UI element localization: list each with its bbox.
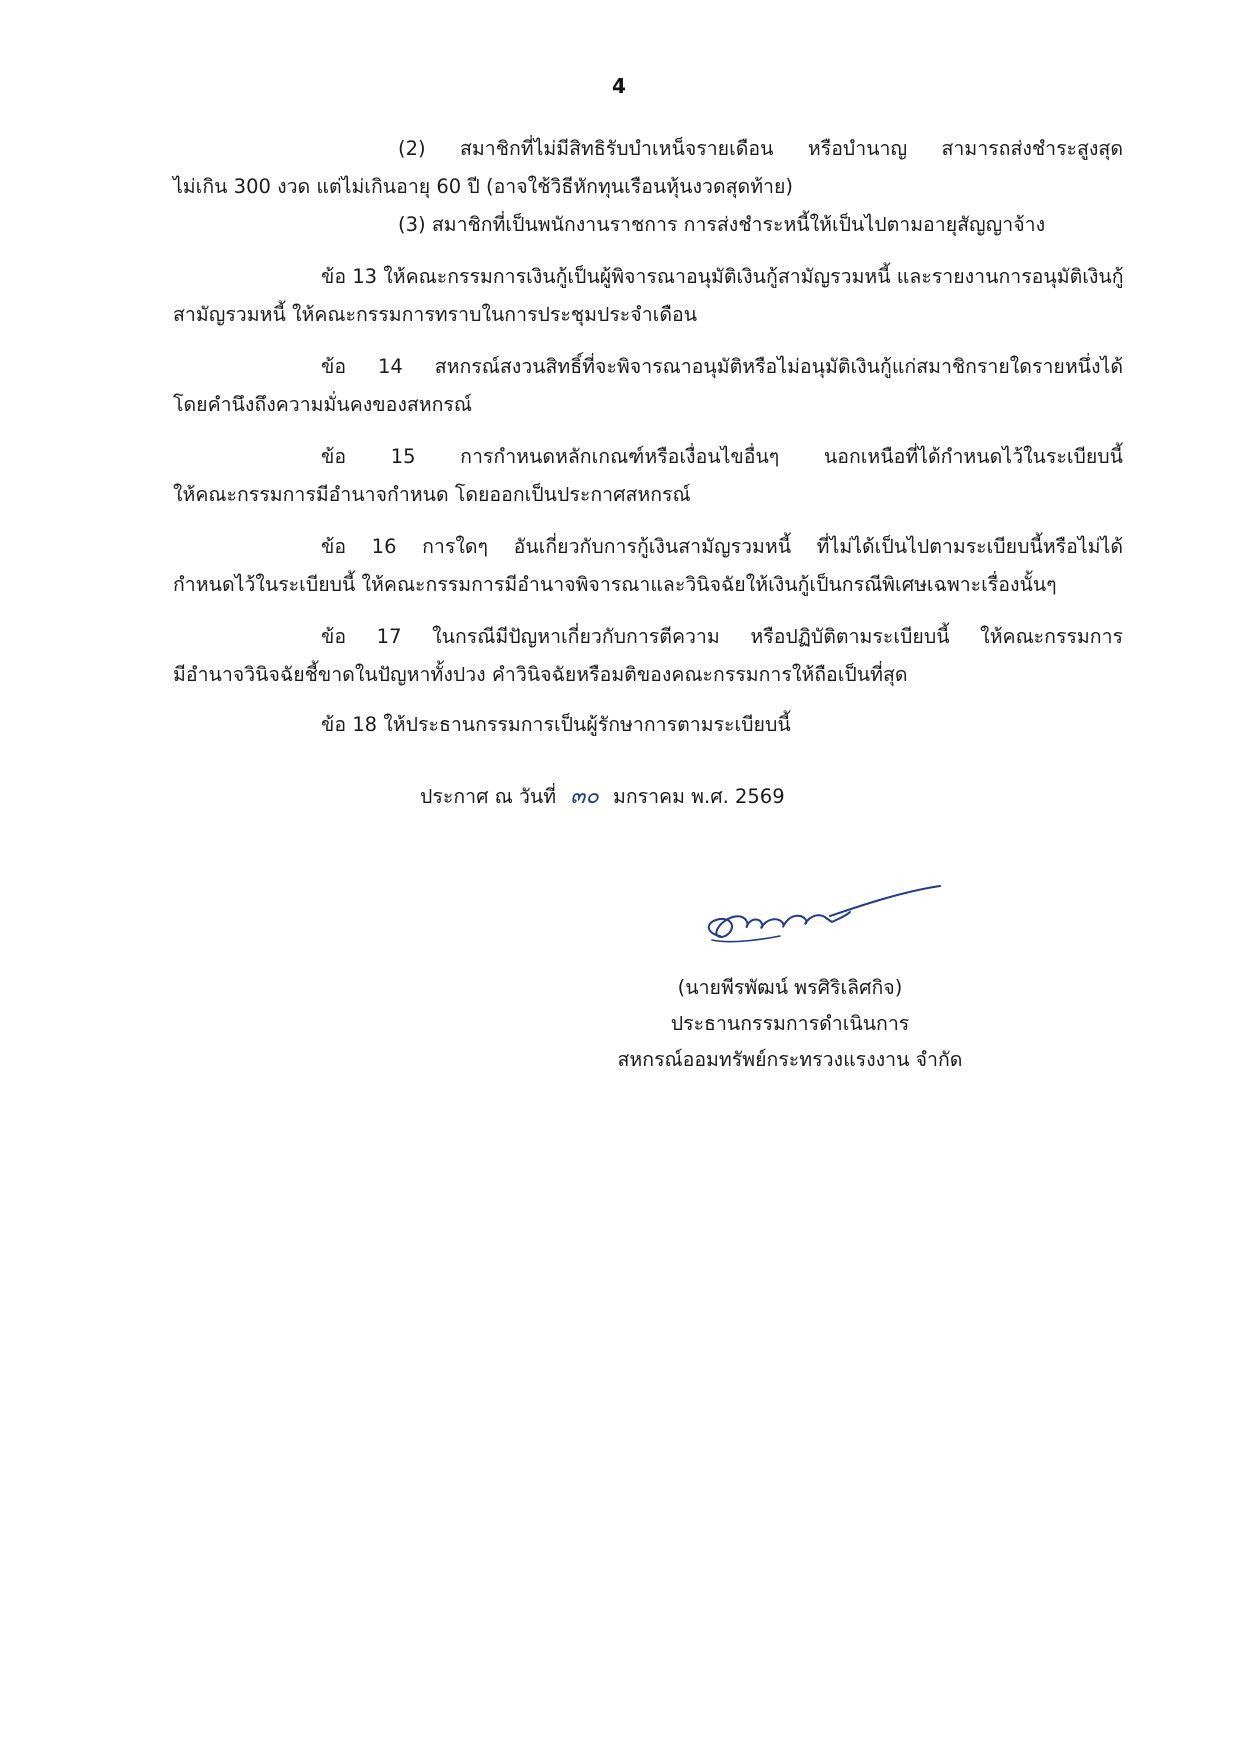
signatory-position: ประธานกรรมการดำเนินการ (670, 1012, 910, 1035)
clause-13-line-1: ข้อ 13 ให้คณะกรรมการเงินกู้เป็นผู้พิจารณาอนุมัติเงินกู้สามัญรวมหนี้ และรายงานการอนุมัติเงินกู้ (321, 265, 1124, 288)
signatory-organization: สหกรณ์ออมทรัพย์กระทรวงแรงงาน จำกัด (617, 1048, 963, 1071)
clause-15-line-2: ให้คณะกรรมการมีอำนาจกำหนด โดยออกเป็นประกาศสหกรณ์ (173, 483, 691, 506)
clause-16-line-1: ข้อ 16 การใดๆ อันเกี่ยวกับการกู้เงินสามัญรวมหนี้ ที่ไม่ได้เป็นไปตามระเบียบนี้หรือไม่ได้ (321, 535, 1123, 558)
signatory-block (580, 970, 1000, 1078)
announcement-prefix: ประกาศ ณ วันที่ (420, 785, 557, 808)
clause-18-line-1: ข้อ 18 ให้ประธานกรรมการเป็นผู้รักษาการตามระเบียบนี้ (321, 713, 791, 736)
signatory-name: (นายพีรพัฒน์ พรศิริเลิศกิจ) (677, 976, 903, 999)
clause-17-line-2: มีอำนาจวินิจฉัยชี้ขาดในปัญหาทั้งปวง คำวินิจฉัยหรือมติของคณะกรรมการให้ถือเป็นที่สุด (173, 663, 908, 686)
sub-item-2-line-2: ไม่เกิน 300 งวด แต่ไม่เกินอายุ 60 ปี (อาจใช้วิธีหักทุนเรือนหุ้นงวดสุดท้าย) (173, 175, 794, 198)
clause-14-line-2: โดยคำนึงถึงความมั่นคงของสหกรณ์ (173, 393, 472, 416)
clause-15-line-1: ข้อ 15 การกำหนดหลักเกณฑ์หรือเงื่อนไขอื่นๆ นอกเหนือที่ได้กำหนดไว้ในระเบียบนี้ (321, 445, 1123, 468)
handwritten-signature (690, 878, 950, 948)
sub-item-2-line-1: (2) สมาชิกที่ไม่มีสิทธิรับบำเหน็จรายเดือน หรือบำนาญ สามารถส่งชำระสูงสุด (398, 137, 1123, 160)
clause-17-line-1: ข้อ 17 ในกรณีมีปัญหาเกี่ยวกับการตีความ หรือปฏิบัติตามระเบียบนี้ ให้คณะกรรมการ (321, 625, 1123, 648)
clause-16-line-2: กำหนดไว้ในระเบียบนี้ ให้คณะกรรมการมีอำนาจพิจารณาและวินิจฉัยให้เงินกู้เป็นกรณีพิเศษเฉพาะเรื่องนั้นๆ (173, 573, 1057, 596)
page-number: 4 (612, 74, 626, 98)
announcement-date (420, 780, 785, 814)
sub-item-3-line-1: (3) สมาชิกที่เป็นพนักงานราชการ การส่งชำระหนี้ให้เป็นไปตามอายุสัญญาจ้าง (398, 213, 1046, 236)
clause-14-line-1: ข้อ 14 สหกรณ์สงวนสิทธิ์ที่จะพิจารณาอนุมัติหรือไม่อนุมัติเงินกู้แก่สมาชิกรายใดรายหนึ่งได้ (321, 355, 1123, 378)
announcement-month-year: มกราคม พ.ศ. 2569 (612, 785, 785, 808)
clause-13-line-2: สามัญรวมหนี้ ให้คณะกรรมการทราบในการประชุมประจำเดือน (173, 303, 698, 326)
announcement-day-handwritten: ๓๐ (570, 784, 599, 809)
